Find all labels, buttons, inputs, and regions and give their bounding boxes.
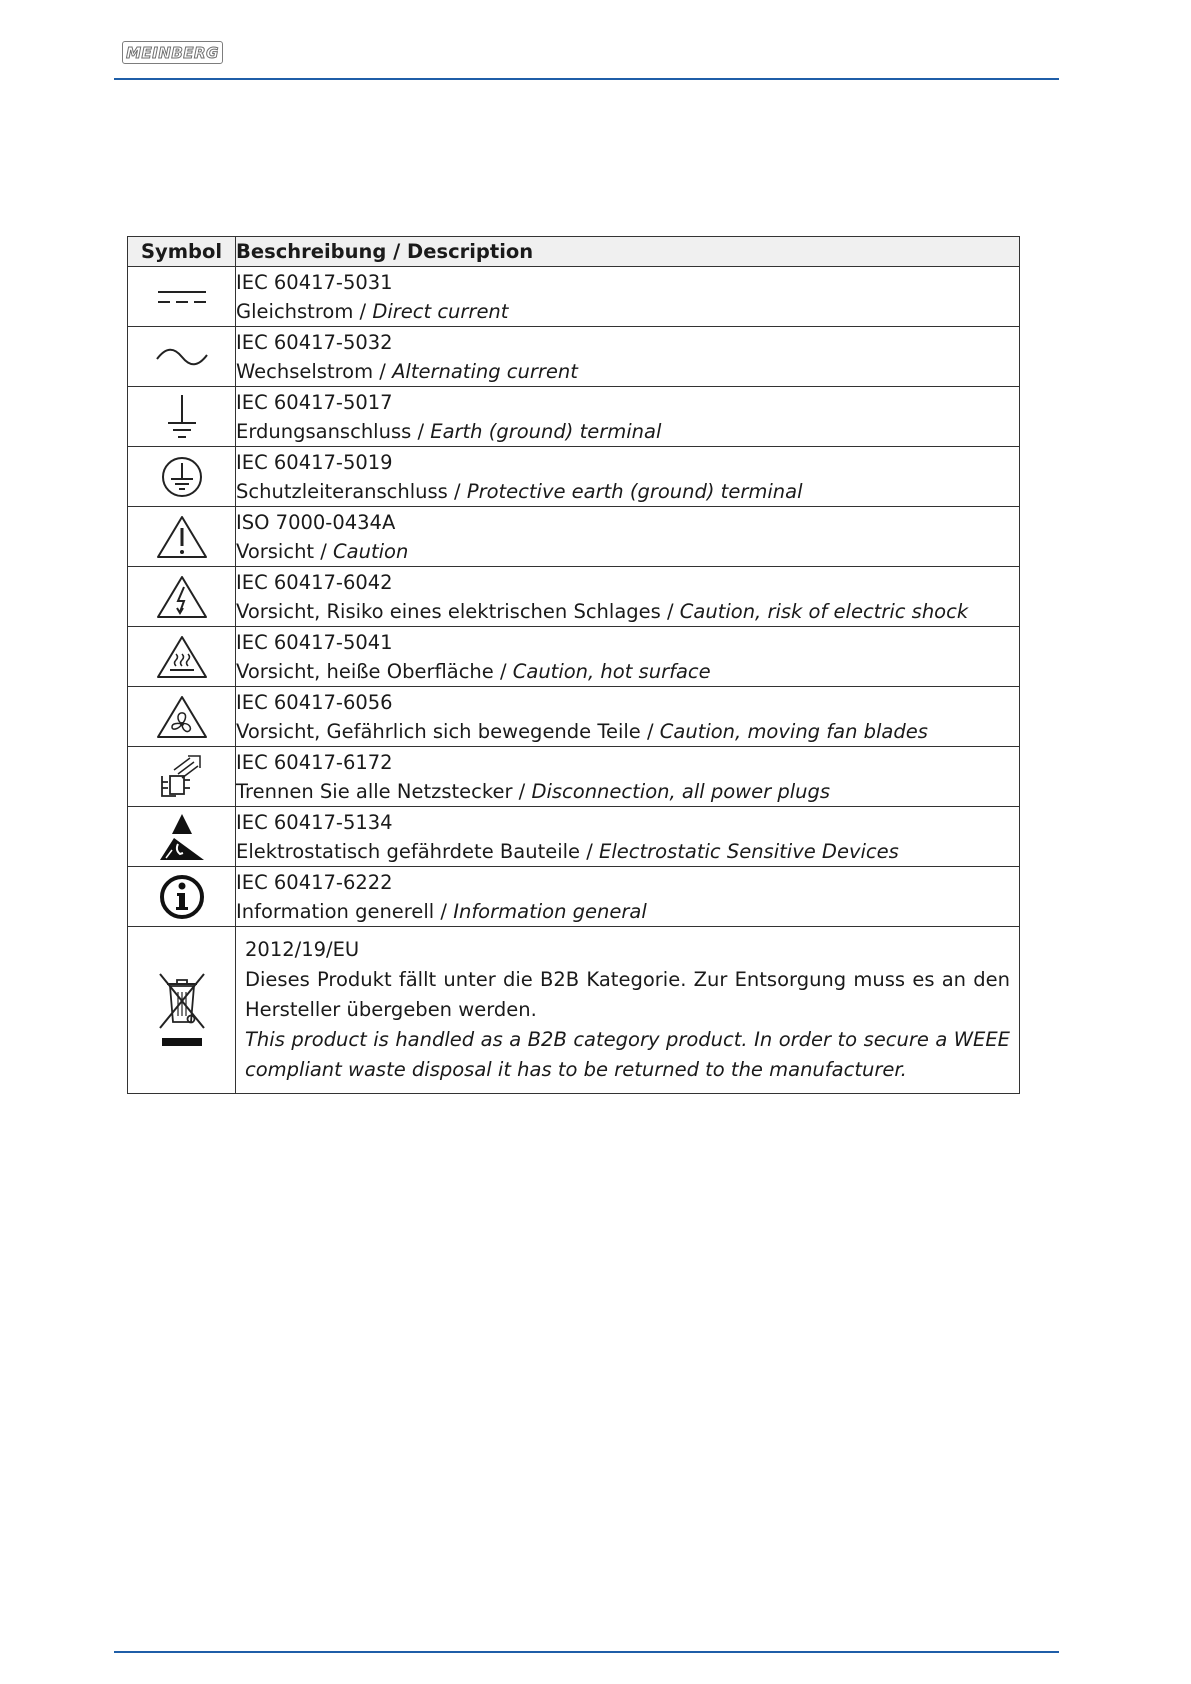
description-en: This product is handled as a B2B category product. In order to secure a WEEE compliant waste disposal it has to be returned to the manufacturer.: [245, 1028, 1010, 1081]
symbol-cell: [128, 687, 236, 747]
separator: /: [373, 359, 393, 383]
meinberg-logo: [122, 41, 223, 64]
description-en: Disconnection, all power plugs: [531, 779, 831, 803]
separator: /: [434, 899, 454, 923]
description-en: Caution, risk of electric shock: [679, 599, 969, 623]
description-de: Vorsicht, heiße Oberfläche: [236, 659, 494, 683]
symbol-cell: [128, 807, 236, 867]
description-en: Caution: [333, 539, 409, 563]
description-de: Gleichstrom: [236, 299, 354, 323]
description-cell: [236, 747, 1020, 807]
description-de: Vorsicht, Risiko eines elektrischen Schlages: [236, 599, 661, 623]
separator: /: [512, 779, 532, 803]
table-row: [128, 747, 1020, 807]
disconnect-plugs-icon: [158, 752, 206, 802]
description-cell: [236, 567, 1020, 627]
standard-code: IEC 60417-5134: [236, 810, 393, 834]
description-cell: [236, 807, 1020, 867]
symbol-column-header: Symbol: [128, 237, 236, 267]
separator: /: [640, 719, 660, 743]
description-en: Direct current: [372, 299, 509, 323]
protective-earth-icon: [160, 455, 204, 499]
table-row: [128, 447, 1020, 507]
direct-current-icon: [156, 285, 208, 309]
table-row: [128, 387, 1020, 447]
symbol-cell: [128, 927, 236, 1094]
table-row: [128, 807, 1020, 867]
footer-rule: [114, 1651, 1059, 1653]
hot-surface-icon: [155, 634, 209, 680]
symbol-cell: [128, 507, 236, 567]
description-cell: [236, 267, 1020, 327]
description-de: Information generell: [236, 899, 435, 923]
description-en: Information general: [453, 899, 647, 923]
table-row: [128, 687, 1020, 747]
separator: /: [411, 419, 431, 443]
logo-text: MEINBERG: [126, 43, 219, 62]
alternating-current-icon: [154, 345, 210, 369]
separator: /: [314, 539, 334, 563]
symbol-cell: [128, 627, 236, 687]
earth-ground-icon: [164, 393, 200, 441]
description-de: Erdungsanschluss: [236, 419, 412, 443]
description-de: Wechselstrom: [236, 359, 374, 383]
table-row: [128, 927, 1020, 1094]
description-cell: [236, 927, 1020, 1094]
table-row: [128, 867, 1020, 927]
standard-code: ISO 7000-0434A: [236, 510, 396, 534]
table-row: [128, 267, 1020, 327]
table-row: [128, 627, 1020, 687]
separator: /: [353, 299, 373, 323]
standard-code: IEC 60417-5031: [236, 270, 393, 294]
standard-code: IEC 60417-5032: [236, 330, 393, 354]
description-cell: [236, 327, 1020, 387]
standard-code: IEC 60417-5017: [236, 390, 393, 414]
weee-bin-icon: [154, 970, 210, 1050]
separator: /: [580, 839, 600, 863]
symbol-cell: [128, 387, 236, 447]
description-en: Alternating current: [392, 359, 578, 383]
description-en: Caution, moving fan blades: [659, 719, 928, 743]
symbol-cell: [128, 567, 236, 627]
standard-code: IEC 60417-6172: [236, 750, 393, 774]
table-header-row: [128, 237, 1020, 267]
description-cell: [236, 867, 1020, 927]
standard-code: IEC 60417-5041: [236, 630, 393, 654]
information-icon: [158, 873, 206, 921]
standard-code: IEC 60417-6042: [236, 570, 393, 594]
standard-code: 2012/19/EU: [245, 938, 360, 961]
symbol-cell: [128, 267, 236, 327]
description-de: Dieses Produkt fällt unter die B2B Kategorie. Zur Entsorgung muss es an den Hersteller übergeben werden.: [245, 968, 1010, 1021]
description-en: Earth (ground) terminal: [430, 419, 662, 443]
description-de: Schutzleiteranschluss: [236, 479, 448, 503]
description-cell: [236, 507, 1020, 567]
header-rule: [114, 78, 1059, 80]
symbol-cell: [128, 447, 236, 507]
caution-icon: [155, 514, 209, 560]
safety-symbols-table: [127, 236, 1020, 1094]
symbol-cell: [128, 867, 236, 927]
description-cell: [236, 447, 1020, 507]
description-en: Electrostatic Sensitive Devices: [599, 839, 899, 863]
standard-code: IEC 60417-6222: [236, 870, 393, 894]
description-en: Protective earth (ground) terminal: [466, 479, 803, 503]
description-cell: [236, 387, 1020, 447]
esd-icon: [156, 812, 208, 862]
description-de: Trennen Sie alle Netzstecker: [236, 779, 513, 803]
table-row: [128, 567, 1020, 627]
electric-shock-icon: [155, 574, 209, 620]
standard-code: IEC 60417-5019: [236, 450, 393, 474]
table-row: [128, 327, 1020, 387]
description-cell: [236, 687, 1020, 747]
fan-blades-icon: [155, 694, 209, 740]
description-de: Vorsicht, Gefährlich sich bewegende Teile: [236, 719, 641, 743]
separator: /: [493, 659, 513, 683]
description-cell: [236, 627, 1020, 687]
table-row: [128, 507, 1020, 567]
description-de: Elektrostatisch gefährdete Bauteile: [236, 839, 581, 863]
separator: /: [660, 599, 680, 623]
symbol-cell: [128, 747, 236, 807]
separator: /: [447, 479, 467, 503]
description-en: Caution, hot surface: [512, 659, 711, 683]
standard-code: IEC 60417-6056: [236, 690, 393, 714]
description-de: Vorsicht: [236, 539, 315, 563]
description-column-header: Beschreibung / Description: [236, 237, 1020, 267]
symbol-cell: [128, 327, 236, 387]
